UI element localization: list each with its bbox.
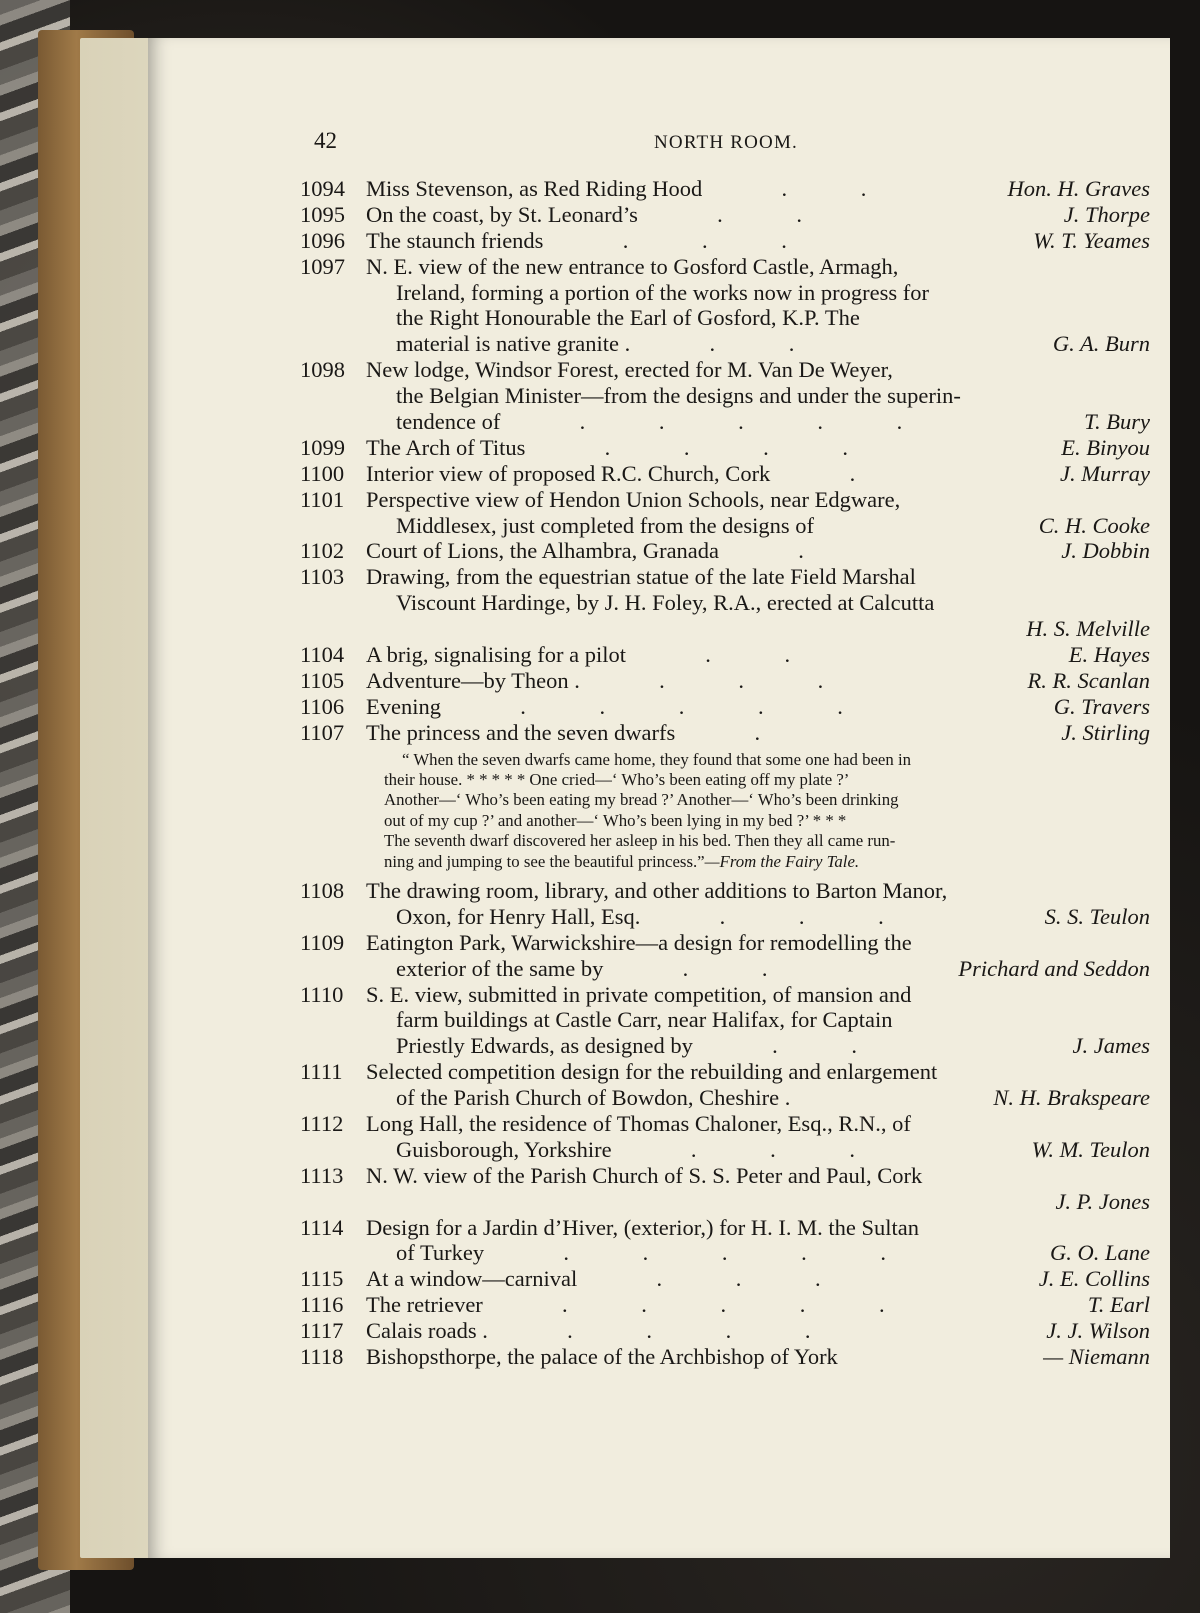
entry-title — [366, 1318, 844, 1344]
entry-title-text: material is native granite . — [396, 331, 631, 357]
artist-name: — Niemann — [1043, 1343, 1150, 1369]
catalogue-entry — [300, 1344, 1150, 1370]
entry-number: 1113 — [300, 1162, 344, 1188]
catalogue-entry — [300, 878, 1150, 930]
artist-name: G. A. Burn — [1052, 331, 1150, 357]
entry-number: 1105 — [300, 667, 345, 693]
entry-title — [366, 254, 898, 280]
entry-title-text: Priestly Edwards, as designed by — [396, 1033, 693, 1059]
entry-title — [396, 1137, 889, 1163]
dot-leader: . . — [630, 331, 829, 357]
entry-title — [396, 305, 860, 331]
catalogue-entry — [300, 461, 1150, 487]
entry-number: 1116 — [300, 1292, 344, 1318]
artist-name: J. Thorpe — [1063, 201, 1150, 227]
quotation-line — [384, 831, 1144, 851]
entry-title — [396, 1007, 892, 1033]
entry-title-text: The staunch friends — [366, 227, 544, 253]
entry-title-text: Calais roads . — [366, 1318, 488, 1344]
entry-line — [300, 1059, 1150, 1085]
entry-number: 1112 — [300, 1110, 344, 1136]
entry-line — [300, 878, 1150, 904]
entry-title-text: Evening — [366, 693, 441, 719]
entry-title-text: the Belgian Minister—from the designs and under the superin- — [396, 383, 961, 409]
entry-title — [396, 1033, 891, 1059]
entry-title — [366, 642, 824, 668]
entry-title-text: The drawing room, library, and other additions to Barton Manor, — [366, 877, 948, 903]
entry-line — [300, 564, 1150, 590]
entry-line — [300, 202, 1150, 228]
entry-line — [300, 694, 1150, 720]
dot-leader: . . . . — [487, 1318, 845, 1344]
entry-number: 1102 — [300, 538, 345, 564]
entry-line — [300, 176, 1150, 202]
artist-name: C. H. Cooke — [1038, 512, 1150, 538]
catalogue-entry — [300, 357, 1150, 435]
catalogue-entry — [300, 1163, 1150, 1215]
entry-title-text: At a window—carnival — [366, 1266, 578, 1292]
artist-name: G. Travers — [1053, 693, 1150, 719]
entry-title — [396, 956, 802, 982]
entry-title — [396, 331, 828, 357]
entry-number: 1109 — [300, 929, 345, 955]
catalogue-entry — [300, 228, 1150, 254]
entry-title — [366, 1292, 919, 1318]
quotation-text: Another—‘ Who’s been eating my bread ?’ Another—‘ Who’s been drinking — [384, 790, 899, 810]
entry-title-text: tendence of — [396, 409, 501, 435]
entry-title-text: N. W. view of the Parish Church of S. S. Peter and Paul, Cork — [366, 1162, 923, 1188]
entry-number: 1107 — [300, 719, 345, 745]
entry-title-text: Selected competition design for the rebuilding and enlargement — [366, 1059, 938, 1085]
entry-title-text: Adventure—by Theon . — [366, 667, 580, 693]
dot-leader: . . . — [611, 1136, 890, 1162]
entry-title-text: Ireland, forming a portion of the works now in progress for — [396, 279, 930, 305]
quotation-text: The seventh dwarf discovered her asleep in his bed. Then they all came run- — [384, 831, 896, 851]
entry-number: 1099 — [300, 434, 345, 460]
artist-name: E. Binyou — [1061, 434, 1150, 460]
entry-title — [366, 1163, 922, 1189]
artist-name: S. S. Teulon — [1044, 903, 1150, 929]
dot-leader: . . . . — [525, 434, 883, 460]
entry-line — [300, 513, 1150, 539]
quotation-text: their house. * * * * * One cried—‘ Who’s been eating off my plate ?’ — [384, 769, 850, 789]
entry-title-text: Bishopsthorpe, the palace of the Archbishop of York — [366, 1343, 838, 1369]
entry-number: 1097 — [300, 253, 345, 279]
dot-leader: . . — [637, 201, 836, 227]
entry-title — [366, 694, 877, 720]
entry-line — [300, 331, 1150, 357]
catalogue-entry — [300, 1059, 1150, 1111]
entry-title-text: Middlesex, just completed from the designs of — [396, 512, 815, 538]
artist-name: Prichard and Seddon — [958, 955, 1150, 981]
artist-name: T. Bury — [1084, 409, 1150, 435]
fairy-tale-quotation — [384, 750, 1144, 872]
entry-number: 1094 — [300, 176, 345, 201]
entry-line — [300, 1292, 1150, 1318]
catalogue-entry — [300, 1111, 1150, 1163]
dot-leader: . . . — [579, 667, 858, 693]
quotation-text: out of my cup ?’ and another—‘ Who’s been lying in my bed ?’ * * * — [384, 810, 847, 830]
dot-leader: . . . . . — [482, 1292, 919, 1318]
artist-name: J. P. Jones — [1055, 1188, 1150, 1214]
entry-title — [366, 1059, 937, 1085]
entry-line — [300, 487, 1150, 513]
artist-name: N. H. Brakspeare — [993, 1085, 1150, 1111]
entry-title-text: New lodge, Windsor Forest, erected for M. Van De Weyer, — [366, 357, 893, 383]
entry-title — [366, 435, 882, 461]
page-number: 42 — [314, 128, 337, 153]
entry-line — [300, 1033, 1150, 1059]
catalogue-entry — [300, 694, 1150, 720]
dot-leader: . . . . . — [440, 693, 877, 719]
entry-line — [300, 383, 1150, 409]
artist-name: G. O. Lane — [1050, 1240, 1150, 1266]
catalogue-entry — [300, 1266, 1150, 1292]
dot-leader: . — [719, 538, 838, 564]
entry-title — [366, 668, 857, 694]
entry-line — [300, 409, 1150, 435]
entry-title — [366, 538, 838, 564]
dot-leader: . . — [702, 176, 901, 201]
entry-line — [300, 590, 1150, 616]
entry-title-text: the Right Honourable the Earl of Gosford, K.P. The — [396, 305, 860, 331]
entry-line — [300, 357, 1150, 383]
catalogue-entry — [300, 1292, 1150, 1318]
artist-name: J. Stirling — [1061, 719, 1150, 745]
dot-leader: . . . — [577, 1266, 855, 1292]
entry-line — [300, 1085, 1150, 1111]
catalogue-entry — [300, 720, 1150, 746]
entry-title-text: On the coast, by St. Leonard’s — [366, 201, 638, 227]
entry-title-text: Interior view of proposed R.C. Church, Cork — [366, 460, 771, 486]
entry-number: 1118 — [300, 1343, 344, 1369]
entry-number: 1117 — [300, 1318, 344, 1344]
entry-line — [300, 1111, 1150, 1137]
entry-number: 1100 — [300, 460, 345, 486]
entry-title — [366, 720, 794, 746]
quotation-line — [384, 811, 1144, 831]
artist-name: W. M. Teulon — [1031, 1136, 1150, 1162]
entry-line — [300, 1344, 1150, 1370]
entry-title-text: farm buildings at Castle Carr, near Halifax, for Captain — [396, 1007, 893, 1033]
entry-title — [396, 409, 936, 435]
catalogue-entry — [300, 642, 1150, 668]
entry-title-text: Oxon, for Henry Hall, Esq. — [396, 903, 641, 929]
entry-line — [300, 982, 1150, 1008]
entry-title — [396, 1085, 790, 1111]
quotation-text: ning and jumping to see the beautiful princess.” — [384, 851, 705, 871]
dot-leader: . — [770, 460, 890, 486]
quotation-source: —From the Fairy Tale. — [704, 851, 860, 871]
entry-title — [366, 202, 836, 228]
entry-title — [366, 878, 947, 904]
running-head: NORTH ROOM. — [653, 132, 798, 153]
entry-line — [300, 280, 1150, 306]
entry-title — [366, 487, 900, 513]
entry-line — [300, 254, 1150, 280]
entry-title — [396, 904, 918, 930]
dot-leader: . . . — [640, 903, 918, 929]
artist-name: J. James — [1072, 1033, 1150, 1059]
artist-name: J. Murray — [1060, 460, 1150, 486]
entry-line — [300, 642, 1150, 668]
entry-title-text: The princess and the seven dwarfs — [366, 719, 676, 745]
artist-name: E. Hayes — [1068, 642, 1150, 668]
entry-line — [300, 461, 1150, 487]
entry-title-text: Viscount Hardinge, by J. H. Foley, R.A., erected at Calcutta — [396, 590, 935, 616]
dot-leader: . . . — [543, 227, 821, 253]
entry-number: 1108 — [300, 877, 345, 903]
entry-title — [366, 564, 916, 590]
artist-name: Hon. H. Graves — [1007, 176, 1150, 201]
catalogue-entry — [300, 1215, 1150, 1267]
artist-name: R. R. Scanlan — [1027, 667, 1150, 693]
entry-number: 1098 — [300, 357, 345, 383]
entry-title-text: of the Parish Church of Bowdon, Cheshire . — [396, 1085, 791, 1111]
entry-line — [300, 930, 1150, 956]
quotation-line — [384, 790, 1144, 810]
quotation-line — [384, 750, 1144, 770]
entry-title — [366, 1266, 855, 1292]
catalogue-entry — [300, 564, 1150, 642]
page-header — [306, 128, 1146, 162]
entry-title — [396, 590, 934, 616]
entry-title — [366, 930, 912, 956]
entry-title-text: Eatington Park, Warwickshire—a design for remodelling the — [366, 929, 912, 955]
entry-title-text: Design for a Jardin d’Hiver, (exterior,) for H. I. M. the Sultan — [366, 1214, 920, 1240]
entry-line — [300, 1240, 1150, 1266]
entry-title — [366, 461, 889, 487]
entry-title — [366, 228, 821, 254]
catalogue-entry — [300, 254, 1150, 358]
entry-title-text: of Turkey — [396, 1240, 485, 1266]
entry-title-text: Drawing, from the equestrian statue of the late Field Marshal — [366, 564, 916, 590]
entry-line — [300, 538, 1150, 564]
entry-title-text: The retriever — [366, 1292, 483, 1318]
dot-leader: . . — [625, 642, 825, 668]
entry-number: 1111 — [300, 1059, 343, 1085]
catalogue-entry — [300, 487, 1150, 539]
catalogue-entry — [300, 982, 1150, 1060]
entry-title — [366, 1215, 919, 1241]
dot-leader: . . — [603, 955, 802, 981]
entry-number: 1110 — [300, 981, 344, 1007]
dot-leader: . . . . . — [484, 1240, 921, 1266]
entry-number: 1114 — [300, 1214, 344, 1240]
artist-name: J. E. Collins — [1038, 1266, 1150, 1292]
quotation-line — [384, 852, 1144, 872]
entry-title-text: Long Hall, the residence of Thomas Chaloner, Esq., R.N., of — [366, 1110, 911, 1136]
entry-title-text: N. E. view of the new entrance to Gosford Castle, Armagh, — [366, 253, 899, 279]
entry-title-text: Court of Lions, the Alhambra, Granada — [366, 538, 720, 564]
entry-title — [366, 176, 900, 202]
artist-name: W. T. Yeames — [1033, 227, 1150, 253]
entry-title-text: S. E. view, submitted in private competition, of mansion and — [366, 981, 912, 1007]
catalogue-entry — [300, 668, 1150, 694]
entry-line — [300, 1215, 1150, 1241]
entry-number: 1103 — [300, 564, 345, 590]
catalogue-entry — [300, 538, 1150, 564]
catalogue-entry — [300, 435, 1150, 461]
entry-line — [300, 228, 1150, 254]
entry-number: 1096 — [300, 227, 345, 253]
entry-line — [300, 435, 1150, 461]
entry-number: 1115 — [300, 1266, 344, 1292]
entry-title — [396, 383, 961, 409]
entry-line — [300, 1318, 1150, 1344]
catalogue-entry — [300, 930, 1150, 982]
entry-title-text: The Arch of Titus — [366, 434, 526, 460]
entry-line — [300, 1266, 1150, 1292]
entry-number: 1104 — [300, 642, 345, 668]
catalogue-entry — [300, 1318, 1150, 1344]
entry-line — [300, 956, 1150, 982]
entry-title — [396, 1240, 920, 1266]
entry-title — [366, 982, 911, 1008]
dot-leader: . . . . . — [500, 409, 937, 435]
entry-title-text: Miss Stevenson, as Red Riding Hood — [366, 176, 703, 201]
artist-name: J. Dobbin — [1061, 538, 1150, 564]
entry-title-text: exterior of the same by — [396, 955, 604, 981]
entry-line — [300, 305, 1150, 331]
entry-number: 1101 — [300, 486, 345, 512]
entry-number: 1095 — [300, 201, 345, 227]
entry-title-text: A brig, signalising for a pilot — [366, 642, 626, 668]
entry-title — [366, 357, 893, 383]
quotation-line — [384, 770, 1144, 790]
entry-title — [396, 513, 814, 539]
catalogue-entries — [300, 176, 1150, 1370]
entry-title-text: Guisborough, Yorkshire — [396, 1136, 612, 1162]
dot-leader: . . — [692, 1033, 891, 1059]
entry-line — [300, 720, 1150, 746]
entry-number: 1106 — [300, 693, 345, 719]
dot-leader: . — [675, 719, 795, 745]
entry-line — [300, 1137, 1150, 1163]
entry-title — [366, 1344, 838, 1370]
entry-line — [300, 1189, 1150, 1215]
entry-title — [366, 1111, 911, 1137]
artist-name: H. S. Melville — [1026, 616, 1150, 642]
entry-title-text: Perspective view of Hendon Union Schools, near Edgware, — [366, 486, 901, 512]
entry-line — [300, 668, 1150, 694]
entry-line — [300, 1163, 1150, 1189]
entry-line — [300, 616, 1150, 642]
artist-name: J. J. Wilson — [1046, 1318, 1150, 1344]
catalogue-entry — [300, 176, 1150, 202]
catalogue-entry — [300, 202, 1150, 228]
entry-line — [300, 904, 1150, 930]
entry-line — [300, 1007, 1150, 1033]
quotation-text: “ When the seven dwarfs came home, they found that some one had been in — [402, 749, 912, 769]
entry-title — [396, 280, 929, 306]
artist-name: T. Earl — [1087, 1292, 1150, 1318]
